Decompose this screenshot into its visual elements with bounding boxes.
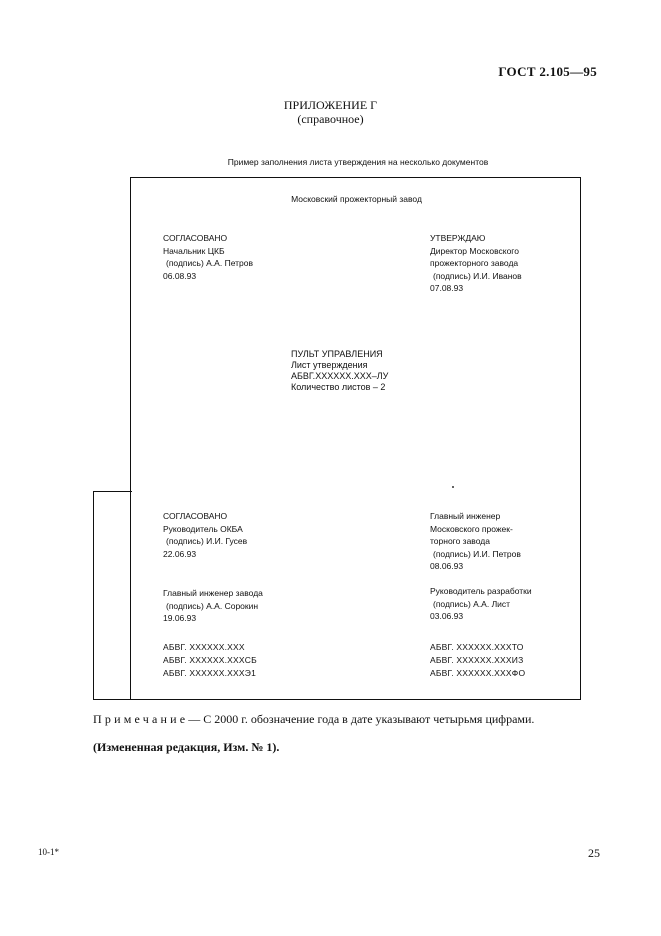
chief-plant-date: 19.06.93 [163, 613, 197, 623]
chief-engineer-date: 08.06.93 [430, 561, 464, 571]
approved-signature: (подпись) И.И. Иванов [433, 270, 522, 281]
chief-engineer-signature: (подпись) И.И. Петров [433, 548, 521, 559]
chief-engineer-position-1: Главный инженер [430, 511, 501, 521]
dev-head-date: 03.06.93 [430, 611, 464, 621]
code-right-2: АБВГ. XXXXXX.XXXИЗ [430, 655, 524, 665]
footer-left-mark: 10-1* [38, 847, 59, 857]
note-label: Примечание [93, 712, 189, 726]
code-left-3: АБВГ. XXXXXX.XXXЭ1 [163, 668, 257, 678]
sheet-count: Количество листов – 2 [291, 382, 386, 392]
page-number: 25 [588, 846, 600, 860]
sheet-type: Лист утверждения [291, 360, 368, 370]
agreed-date: 06.08.93 [163, 270, 197, 281]
agreed-bottom-signature: (подпись) И.И. Гусев [166, 536, 248, 546]
approved-position-line2: прожекторного завода [430, 258, 519, 268]
product-name: ПУЛЬТ УПРАВЛЕНИЯ [291, 349, 383, 359]
standard-number: ГОСТ 2.105—95 [498, 64, 597, 79]
appendix-subtitle: (справочное) [297, 112, 364, 126]
dev-head-block [430, 585, 532, 623]
speck-dot [452, 486, 454, 488]
document-title-block [291, 349, 388, 393]
agreed-title: СОГЛАСОВАНО [163, 233, 228, 243]
agreed-block-top [163, 232, 253, 282]
code-right-3: АБВГ. XXXXXX.XXXФО [430, 668, 526, 678]
approved-title: УТВЕРЖДАЮ [430, 233, 486, 243]
agreed-block-bottom [163, 510, 247, 560]
appendix-heading [0, 98, 661, 126]
codes-right [430, 641, 525, 680]
code-right-1: АБВГ. XXXXXX.XXXТО [430, 642, 524, 652]
code-left-1: АБВГ. XXXXXX.XXX [163, 642, 245, 652]
chief-plant-position: Главный инженер завода [163, 588, 263, 598]
approved-position-line1: Директор Московского [430, 245, 519, 256]
chief-plant-signature: (подпись) А.А. Сорокин [166, 600, 259, 611]
chief-engineer-position-2: Московского прожек- [430, 523, 513, 534]
note-paragraph [93, 712, 534, 727]
agreed-bottom-date: 22.06.93 [163, 548, 197, 559]
organization-name: Московский прожекторный завод [291, 194, 422, 204]
approved-date: 07.08.93 [430, 283, 464, 293]
agreed-bottom-title: СОГЛАСОВАНО [163, 511, 228, 521]
code-left-2: АБВГ. XXXXXX.XXXСБ [163, 655, 257, 665]
revision-note: (Измененная редакция, Изм. № 1). [93, 740, 280, 754]
appendix-title: ПРИЛОЖЕНИЕ Г [283, 98, 378, 112]
codes-left [163, 641, 257, 680]
chief-engineer-block [430, 510, 521, 573]
dev-head-position: Руководитель разработки [430, 586, 532, 596]
approved-block [430, 232, 522, 295]
chief-plant-block [163, 587, 263, 625]
document-code: АБВГ.XXXXXX.XXX–ЛУ [291, 371, 389, 381]
agreed-position: Начальник ЦКБ [163, 245, 225, 256]
figure-caption: Пример заполнения листа утверждения на несколько документов [227, 157, 489, 167]
sheet-side-tab [93, 491, 132, 700]
note-text: — С 2000 г. обозначение года в дате указывают четырьмя цифрами. [188, 712, 535, 726]
agreed-signature: (подпись) А.А. Петров [166, 258, 253, 268]
dev-head-signature: (подпись) А.А. Лист [433, 598, 511, 609]
agreed-bottom-position: Руководитель ОКБА [163, 523, 243, 534]
chief-engineer-position-3: торного завода [430, 536, 490, 546]
